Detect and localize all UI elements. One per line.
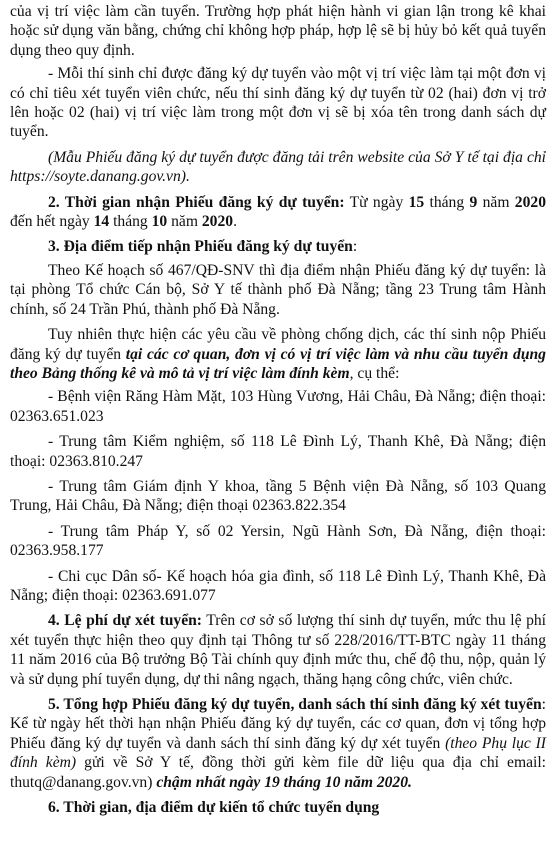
place-item: - Trung tâm Giám định Y khoa, tầng 5 Bệnh viện Đà Nẵng, số 103 Quang Trung, Hải Châu, Đà Nẵng; điện thoại 02363.822.354 (10, 477, 546, 515)
single-registration-rule: - Mỗi thí sinh chỉ được đăng ký dự tuyển vào một vị trí việc làm tại một đơn vị có chỉ tiêu xét tuyển viên chức, nếu thí sinh đăng ký dự tuyển từ 02 (hai) đơn vị trở lên hoặc 02 (hai) vị trí việc làm trong một đơn vị sẽ bị xóa tên trong danh sách dự tuyển. (10, 65, 546, 141)
section-6-heading: 6. Thời gian, địa điểm dự kiến tổ chức tuyển dụng (48, 799, 380, 817)
section-4-heading: 4. Lệ phí dự xét tuyển: (48, 612, 202, 630)
section-5-heading: 5. Tổng hợp Phiếu đăng ký dự tuyển, danh sách thí sinh đăng ký xét tuyển (48, 696, 542, 713)
place-item: - Trung tâm Kiểm nghiệm, số 118 Lê Đình Lý, Thanh Khê, Đà Nẵng; điện thoại: 02363.810.247 (10, 433, 546, 470)
place-item: - Chi cục Dân số- Kế hoạch hóa gia đình, số 118 Lê Đình Lý, Thanh Khê, Đà Nẵng; điện thoại: 02363.691.077 (10, 567, 546, 604)
section-2-heading: 2. Thời gian nhận Phiếu đăng ký dự tuyển: (48, 193, 345, 211)
form-download-note: (Mẫu Phiếu đăng ký dự tuyển được đăng tải trên website của Sở Y tế tại địa chỉ https://soyte.danang.gov.vn). (10, 148, 546, 186)
section-3-covid-paragraph: Tuy nhiên thực hiện các yêu cầu về phòng chống dịch, các thí sinh nộp Phiếu đăng ký dự tuyển tại các cơ quan, đơn vị có vị trí việc làm và nhu cầu tuyển dụng theo Bảng thống kê và mô tả vị trí việc làm đính kèm, cụ thể: (10, 326, 546, 382)
intro-paragraph: của vị trí việc làm cần tuyển. Trường hợp phát hiện hành vi gian lận trong kê khai hoặc sử dụng văn bằng, chứng chỉ không hợp pháp, hợp lệ sẽ bị hủy bỏ kết quả tuyển dụng theo quy định. (10, 3, 546, 59)
section-3-plan-paragraph: Theo Kế hoạch số 467/QĐ-SNV thì địa điểm nhận Phiếu đăng ký dự tuyển: là tại phòng Tổ chức Cán bộ, Sở Y tế thành phố Đà Nẵng; tầng 23 Trung tâm Hành chính, số 24 Trần Phú, thành phố Đà Nẵng. (10, 261, 546, 318)
section-2-paragraph: 2. Thời gian nhận Phiếu đăng ký dự tuyển: Từ ngày 15 tháng 9 năm 2020 đến hết ngày 14 tháng 10 năm 2020. (10, 193, 546, 231)
section-5-paragraph: 5. Tổng hợp Phiếu đăng ký dự tuyển, danh sách thí sinh đăng ký xét tuyển: Kể từ ngày hết thời hạn nhận Phiếu đăng ký dự tuyển, các cơ quan, đơn vị tổng hợp Phiếu đăng ký dự tuyển và danh sách thí sinh đăng ký dự xét tuyển (theo Phụ lục II đính kèm) gửi về Sở Y tế, đồng thời gửi kèm file dữ liệu qua địa chỉ email: thutq@danang.gov.vn) chậm nhất ngày 19 tháng 10 năm 2020. (10, 696, 546, 791)
section-3-heading-line: 3. Địa điểm tiếp nhận Phiếu đăng ký dự tuyển: (48, 238, 358, 256)
section-4-paragraph: 4. Lệ phí dự xét tuyển: Trên cơ sở số lượng thí sinh dự tuyển, mức thu lệ phí xét tuyển thực hiện theo quy định tại Thông tư số 228/2016/TT-BTC ngày 11 tháng 11 năm 2016 của Bộ trưởng Bộ Tài chính quy định mức thu, chế độ thu, nộp, quản lý và sử dụng phí tuyển dụng, dự thi nâng ngạch, thăng hạng công chức, viên chức. (10, 612, 546, 688)
place-item: - Bệnh viện Răng Hàm Mặt, 103 Hùng Vương, Hải Châu, Đà Nẵng; điện thoại: 02363.651.023 (10, 388, 546, 425)
place-item: - Trung tâm Pháp Y, số 02 Yersin, Ngũ Hành Sơn, Đà Nẵng, điện thoại: 02363.958.177 (10, 522, 546, 560)
section-3-heading: 3. Địa điểm tiếp nhận Phiếu đăng ký dự tuyển (48, 238, 353, 256)
